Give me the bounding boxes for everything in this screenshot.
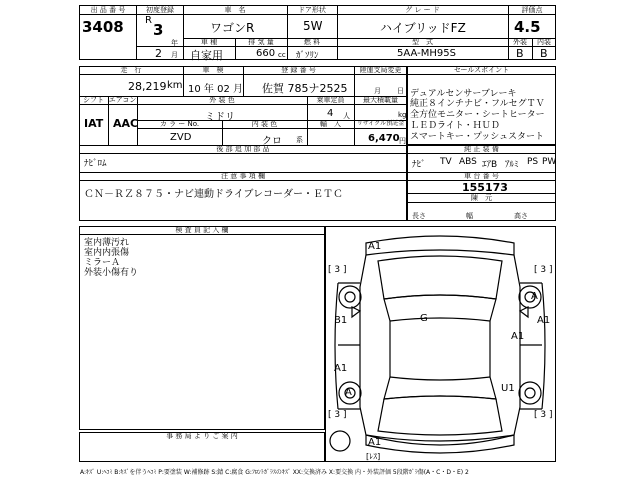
sales-points-label: セールスポイント [453, 66, 510, 74]
exterior-grade-label: 外装 [513, 38, 527, 46]
type-label: 車 種 [200, 38, 218, 46]
transfer-label: 陸運支局変更 [359, 66, 402, 74]
inspector-label: 検 査 員 記 入 欄 [175, 226, 229, 234]
notes-label: 注 意 事 項 欄 [221, 172, 265, 180]
recycle-unit: 円 [399, 137, 406, 145]
mark-left-rear-wheel: A [345, 387, 352, 398]
sales-point-line: 純正８インチナビ・フルセグＴＶ [410, 99, 545, 109]
mark-left-rear: A1 [334, 363, 348, 374]
sales-point-line: スマートキー・プッシュスタート [410, 132, 545, 142]
mark-front: A1 [368, 241, 382, 252]
mileage-label: 走 行 [120, 66, 142, 74]
ac-label: エアコン [108, 96, 137, 104]
mark-right-rear-3: [ 3 ] [534, 410, 553, 420]
width-label: 幅 [466, 212, 473, 220]
model-name: ワゴンR [210, 21, 255, 35]
capacity-value: 4 [327, 108, 334, 119]
transfer-day: 日 [397, 87, 404, 95]
displacement-label: 排 気 量 [248, 38, 274, 46]
grade-label: グ レ ー ド [405, 6, 440, 14]
color-no-value: ZVD [170, 132, 192, 143]
mark-rear: A1 [368, 437, 382, 448]
lot-number-label: 出 品 番 号 [90, 6, 126, 14]
mark-left-rear-3: [ 3 ] [328, 410, 347, 420]
length-label: 長さ [412, 212, 426, 220]
inspector-line: 外装小傷有り [84, 268, 139, 278]
interior-grade-label: 内装 [537, 38, 551, 46]
score-value: 4.5 [514, 18, 541, 36]
fuel-value: ｶﾞｿﾘﾝ [296, 51, 319, 61]
equip-pw: PW [542, 157, 557, 167]
reg-month-unit: 月 [171, 51, 178, 59]
height-label: 高さ [514, 212, 528, 220]
reg-year-unit: 年 [171, 39, 178, 47]
ext-color-label: 外 装 色 [209, 96, 235, 104]
inspector-line: 室内内張傷 [84, 248, 130, 258]
door-value: 5W [303, 19, 323, 33]
first-reg-label: 初度登録 [146, 6, 174, 14]
recycle-value: 6,470 [368, 133, 400, 144]
model-code-label: 型 式 [412, 38, 433, 46]
reg-year: 3 [153, 21, 164, 39]
displacement-unit: cc [278, 51, 286, 59]
ext-color-value: ミドリ [205, 112, 235, 123]
sales-point-line: ＬＥＤライト・ＨＵＤ [410, 121, 500, 131]
max-load-label: 最大積載量 [363, 96, 398, 104]
int-color-label: 内 装 色 [251, 120, 278, 128]
shift-label: シフト [83, 96, 104, 104]
max-load-unit: kg [398, 111, 407, 119]
recycle-label: リサイクル預託金 [356, 120, 405, 127]
import-label: 輸 入 [320, 120, 341, 128]
footer-legend: A:ｷｽﾞ U:ﾍｺﾐ B:ｷｽﾞを伴うﾍｺﾐ P:要塗装 W:補修跡 S:錆 C:腐食 G:ﾌﾛﾝﾄｶﾞﾗｽのｷｽﾞ XX:交換済み X:要交換 内・外装評価 5段階ｶﾞﾗ傷(A・C・D・E) 2 [80, 469, 469, 476]
sales-point-line: デュアルセンサーブレーキ [410, 89, 517, 99]
inspector-line: ミラーＡ [84, 258, 121, 268]
mark-left-front-3: [ 3 ] [328, 265, 347, 275]
capacity-unit: 人 [343, 112, 350, 120]
capacity-label: 乗車定員 [316, 96, 345, 104]
int-color-value: クロ [262, 136, 282, 147]
equip-alloy: ｱﾙﾐ [505, 160, 519, 170]
rear-parts-value: ﾅﾋﾞﾛﾑ [84, 159, 107, 169]
genuine-equipment-label: 純 正 装 備 [464, 145, 499, 153]
inspection-value: 10 年 02 月 [188, 84, 243, 95]
grade-value: ハイブリッドFZ [380, 21, 466, 35]
equip-navi: ﾅﾋﾞ [412, 160, 426, 170]
office-box [79, 432, 325, 462]
int-color-unit: 系 [296, 136, 303, 144]
transfer-month: 月 [374, 87, 381, 95]
inspector-line: 室内薄汚れ [84, 238, 130, 248]
mark-left-mid: B1 [334, 315, 348, 326]
exterior-grade: B [516, 47, 524, 60]
equip-abs: ABS [459, 157, 477, 167]
mileage-unit: km [167, 80, 183, 91]
chassis-number: 155173 [462, 181, 508, 194]
fuel-label: 燃 料 [303, 38, 321, 46]
lot-number: 3408 [82, 18, 124, 36]
office-label: 事 務 局 よ り ご 案 内 [166, 432, 238, 440]
interior-grade: B [540, 47, 548, 60]
mark-right-front-3: [ 3 ] [534, 265, 553, 275]
mark-roof: G [420, 313, 428, 324]
mark-right-mid: A1 [537, 315, 551, 326]
equip-airbag: ｴｱB [482, 160, 498, 170]
dimension-label: 陳 元 [471, 194, 492, 202]
car-outline-diagram [326, 227, 555, 461]
mileage-value: 28,219 [128, 80, 167, 93]
score-label: 評価点 [521, 6, 543, 14]
inspection-label: 車 検 [202, 66, 224, 74]
type-value: 自家用 [190, 49, 223, 62]
sales-point-line: 全方位モニター・シートヒーター [410, 110, 545, 120]
mark-right-rear: U1 [501, 383, 515, 394]
equip-ps: PS [527, 157, 539, 167]
displacement-value: 660 [256, 48, 276, 59]
mark-right-front-wheel: A [531, 291, 538, 302]
reg-month: 2 [155, 47, 162, 60]
color-no-label: カ ラ ー No. [159, 120, 200, 128]
era: R [145, 15, 152, 26]
model-code: 5AA-MH95S [397, 48, 456, 59]
ac-value: AAC [113, 117, 139, 130]
notes-text: ＣＮ－ＲＺ８７５・ナビ連動ドライブレコーダー・ＥＴＣ [84, 189, 343, 200]
mark-spare: [ﾚｽ] [366, 452, 381, 461]
plate-label: 登 録 番 号 [281, 66, 316, 74]
chassis-label: 車 台 番 号 [464, 172, 499, 180]
mark-inner: A1 [511, 331, 525, 342]
model-name-label: 車 名 [224, 6, 246, 14]
equip-tv: TV [440, 157, 452, 167]
door-label: ドア形状 [298, 6, 326, 14]
damage-diagram [325, 226, 556, 462]
plate-value: 佐賀 785ナ2525 [262, 82, 348, 95]
shift-value: IAT [84, 117, 104, 130]
rear-parts-label: 後 部 追 加 部 品 [216, 145, 270, 153]
